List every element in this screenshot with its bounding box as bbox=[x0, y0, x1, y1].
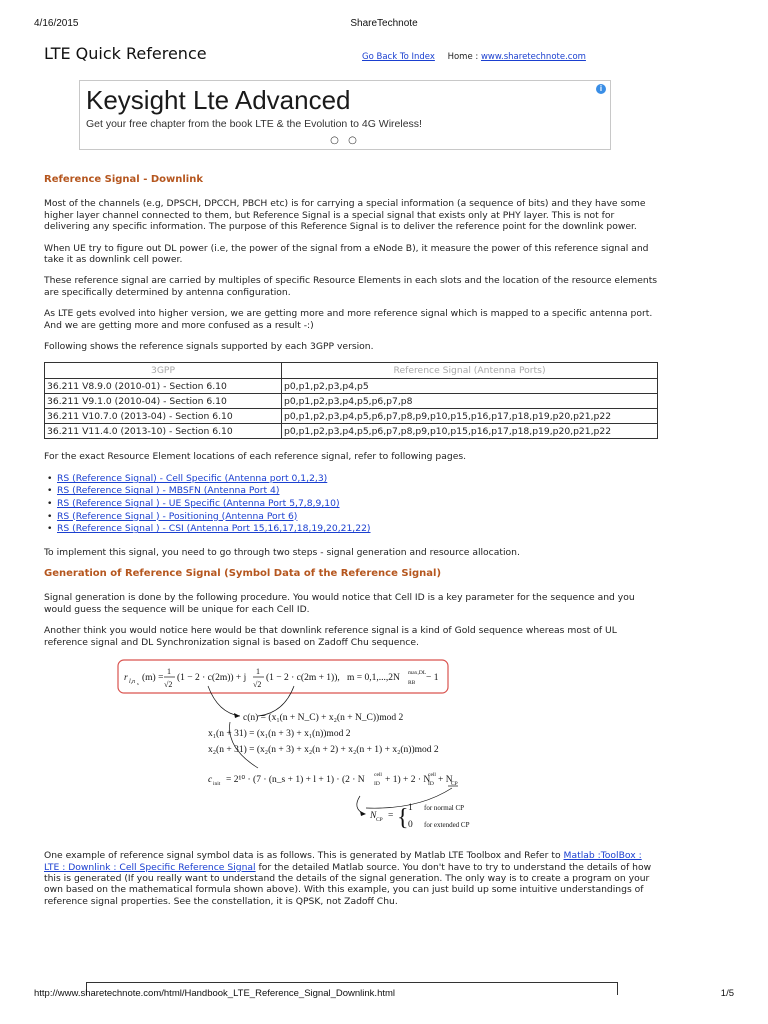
list-item bbox=[57, 511, 658, 522]
print-page-number: 1/5 bbox=[720, 988, 734, 999]
formula-cinit-id-sup: cell bbox=[374, 772, 382, 779]
table-cell: p0,p1,p2,p3,p4,p5,p6,p7,p8,p9,p10,p15,p16,p17,p18,p19,p20,p21,p22 bbox=[282, 424, 658, 439]
example-text-after: for the detailed Matlab source. You don't have to try to understand the details of how this is generated (If you really want to understand the details of the signal generation. The only way is to create a program on your own based on the mathematical formula shown above). With this example, you can just build up some intuitive understandings of reference signal properties. See the constellation, it is QPSK, not Zadoff Chu. bbox=[44, 861, 652, 907]
print-url: http://www.sharetechnote.com/html/Handbook_LTE_Reference_Signal_Downlink.html bbox=[34, 988, 396, 999]
link-rs-csi[interactable]: RS (Reference Signal ) - CSI (Antenna Port 15,16,17,18,19,20,21,22) bbox=[57, 523, 371, 535]
table-cell: 36.211 V8.9.0 (2010-01) - Section 6.10 bbox=[45, 379, 282, 394]
section-heading-downlink: Reference Signal - Downlink bbox=[44, 174, 203, 185]
formula-cinit-lhs: c bbox=[208, 775, 213, 786]
table-header-ports: Reference Signal (Antenna Ports) bbox=[282, 363, 658, 379]
paragraph: These reference signal are carried by multiples of specific Resource Elements in each slots and the location of the resource elements are specifically determined by antenna configuration. bbox=[44, 275, 658, 298]
formula-r-arg: (m) = bbox=[142, 673, 164, 684]
formula-x1-line: x₁(n + 31) = (x₁(n + 3) + x₁(n))mod 2 bbox=[208, 729, 351, 740]
table-row bbox=[45, 424, 658, 439]
ad-title[interactable]: Keysight Lte Advanced bbox=[86, 85, 351, 115]
matlab-cell-specific-rs-link[interactable]: Matlab :ToolBox : LTE : Downlink : Cell Specific Reference Signal bbox=[44, 850, 642, 873]
table-row bbox=[45, 379, 658, 394]
formula-frac-num-2: 1 bbox=[256, 667, 260, 677]
table-header-3gpp: 3GPP bbox=[45, 363, 282, 379]
example-text-before: One example of reference signal symbol data is as follows. This is generated by Matlab LTE Toolbox and Refer to bbox=[44, 850, 564, 862]
ad-subtitle[interactable]: Get your free chapter from the book LTE & the Evolution to 4G Wireless! bbox=[86, 118, 422, 130]
figure-frame-top bbox=[86, 982, 618, 983]
formula-cinit-cp: CP bbox=[451, 781, 458, 788]
link-rs-ue-specific[interactable]: RS (Reference Signal ) - UE Specific (Antenna Port 5,7,8,9,10) bbox=[57, 498, 340, 510]
table-row bbox=[45, 409, 658, 424]
formula-cinit-sub: init bbox=[213, 781, 221, 788]
table-cell: 36.211 V10.7.0 (2013-04) - Section 6.10 bbox=[45, 409, 282, 424]
formula-ncp-lhs: N bbox=[370, 811, 377, 822]
table-header-row bbox=[45, 363, 658, 379]
ad-pagination-dots[interactable]: ○ ○ bbox=[330, 135, 360, 146]
print-footer bbox=[34, 988, 734, 1002]
list-item bbox=[57, 498, 658, 509]
formula-ncp-case2-val: 0 bbox=[408, 820, 413, 831]
print-date: 4/16/2015 bbox=[34, 18, 79, 29]
home-link[interactable]: www.sharetechnote.com bbox=[480, 52, 586, 62]
reference-links-list bbox=[44, 473, 658, 535]
formula-ncp-sub: CP bbox=[376, 817, 383, 824]
formula-m-sup: max,DL bbox=[408, 670, 427, 677]
paragraph: Signal generation is done by the following procedure. You would notice that Cell ID is a key parameter for the sequence and you would guess the sequence will be unique for each Cell ID. bbox=[44, 592, 635, 615]
formula-r-sub: l,n bbox=[129, 679, 136, 686]
back-to-index-link[interactable]: Go Back To Index bbox=[362, 52, 435, 62]
print-header bbox=[34, 18, 734, 32]
ad-info-icon[interactable]: i bbox=[596, 84, 606, 94]
formula-svg bbox=[108, 658, 470, 840]
ad-banner[interactable] bbox=[79, 80, 611, 150]
link-rs-cell-specific[interactable]: RS (Reference Signal) - Cell Specific (Antenna port 0,1,2,3) bbox=[57, 472, 328, 484]
formula-x2-line: x₂(n + 31) = (x₂(n + 3) + x₂(n + 2) + x₂(n + 1) + x₂(n))mod 2 bbox=[208, 745, 439, 756]
paragraph: Another think you would notice here would be that downlink reference signal is a kind of Gold sequence whereas most of UL reference signal and DL Synchronization signal is based on Zadoff Chu sequence. bbox=[44, 625, 617, 648]
list-item bbox=[57, 523, 658, 534]
paragraph: As LTE gets evolved into higher version, we are getting more and more reference signal which is mapped to a specific antenna port. And we are getting more and more confused as a result -:) bbox=[44, 308, 653, 331]
list-item bbox=[57, 473, 658, 484]
top-nav bbox=[362, 52, 586, 62]
formula-cinit-id-sub: ID bbox=[374, 781, 380, 788]
formula-frac-den-2: √2 bbox=[253, 680, 262, 690]
formula-ncp-case1-val: 1 bbox=[408, 803, 413, 814]
home-label: Home : bbox=[447, 52, 481, 62]
paragraph: When UE try to figure out DL power (i.e, the power of the signal from a eNode B), it measure the power of this reference signal and take it as downlink cell power. bbox=[44, 242, 649, 266]
table-row bbox=[45, 394, 658, 409]
formula-m-sub: RB bbox=[408, 680, 416, 687]
table-cell: 36.211 V9.1.0 (2010-04) - Section 6.10 bbox=[45, 394, 282, 409]
formula-ncp-eq: = bbox=[388, 811, 394, 822]
table-cell: p0,p1,p2,p3,p4,p5 bbox=[282, 379, 658, 394]
list-item bbox=[57, 485, 658, 496]
example-paragraph bbox=[44, 850, 658, 907]
link-rs-mbsfn[interactable]: RS (Reference Signal ) - MBSFN (Antenna Port 4) bbox=[57, 485, 280, 497]
formula-m-tail: − 1 bbox=[426, 673, 439, 684]
article-content bbox=[44, 166, 658, 917]
formula-m-range: m = 0,1,...,2N bbox=[347, 673, 400, 684]
paragraph: Following shows the reference signals supported by each 3GPP version. bbox=[44, 341, 374, 353]
formula-diagram bbox=[108, 658, 470, 840]
svg-text:{: { bbox=[397, 805, 409, 832]
table-cell: p0,p1,p2,p3,p4,p5,p6,p7,p8,p9,p10,p15,p16,p17,p18,p19,p20,p21,p22 bbox=[282, 409, 658, 424]
formula-r-lhs: r bbox=[124, 673, 128, 684]
formula-ncp-case2-label: for extended CP bbox=[424, 821, 470, 830]
formula-cinit-id2-sub: ID bbox=[428, 781, 434, 788]
formula-r-term2: (1 − 2 · c(2m + 1)), bbox=[266, 673, 340, 684]
formula-r-term1: (1 − 2 · c(2m)) + j bbox=[177, 673, 247, 684]
formula-frac-den-1: √2 bbox=[164, 680, 173, 690]
formula-cinit-id2-sup: cell bbox=[428, 772, 436, 779]
formula-r-subsub: s bbox=[137, 681, 139, 687]
formula-cinit-rhs: = 2¹⁰ · (7 · (n_s + 1) + l + 1) · (2 · N bbox=[226, 775, 365, 786]
paragraph: Most of the channels (e.g, DPSCH, DPCCH, PBCH etc) is for carrying a special information (a sequence of bits) and they have some higher layer channel connected to them, but Reference Signal is a special signal that exists only at PHY layer. This is not for delivering any specific information. The purpose of this Reference Signal is to deliver the reference point for the downlink power. bbox=[44, 198, 646, 233]
formula-ncp-case1-label: for normal CP bbox=[424, 804, 465, 813]
section-heading-generation: Generation of Reference Signal (Symbol Data of the Reference Signal) bbox=[44, 568, 442, 580]
formula-c-line: c(n) = (x₁(n + N_C) + x₂(n + N_C))mod 2 bbox=[243, 713, 404, 724]
formula-cinit-rest: + 1) + 2 · N bbox=[385, 775, 431, 786]
table-cell: 36.211 V11.4.0 (2013-10) - Section 6.10 bbox=[45, 424, 282, 439]
reference-signal-table bbox=[44, 362, 658, 439]
formula-frac-num-1: 1 bbox=[167, 667, 171, 677]
paragraph: For the exact Resource Element locations of each reference signal, refer to following pages. bbox=[44, 451, 467, 463]
page-title: LTE Quick Reference bbox=[44, 44, 207, 63]
print-site-title: ShareTechnote bbox=[350, 18, 418, 29]
formula-cinit-plus: + N bbox=[438, 775, 453, 786]
paragraph: To implement this signal, you need to go through two steps - signal generation and resource allocation. bbox=[44, 546, 520, 558]
table-cell: p0,p1,p2,p3,p4,p5,p6,p7,p8 bbox=[282, 394, 658, 409]
link-rs-positioning[interactable]: RS (Reference Signal ) - Positioning (Antenna Port 6) bbox=[57, 510, 298, 522]
